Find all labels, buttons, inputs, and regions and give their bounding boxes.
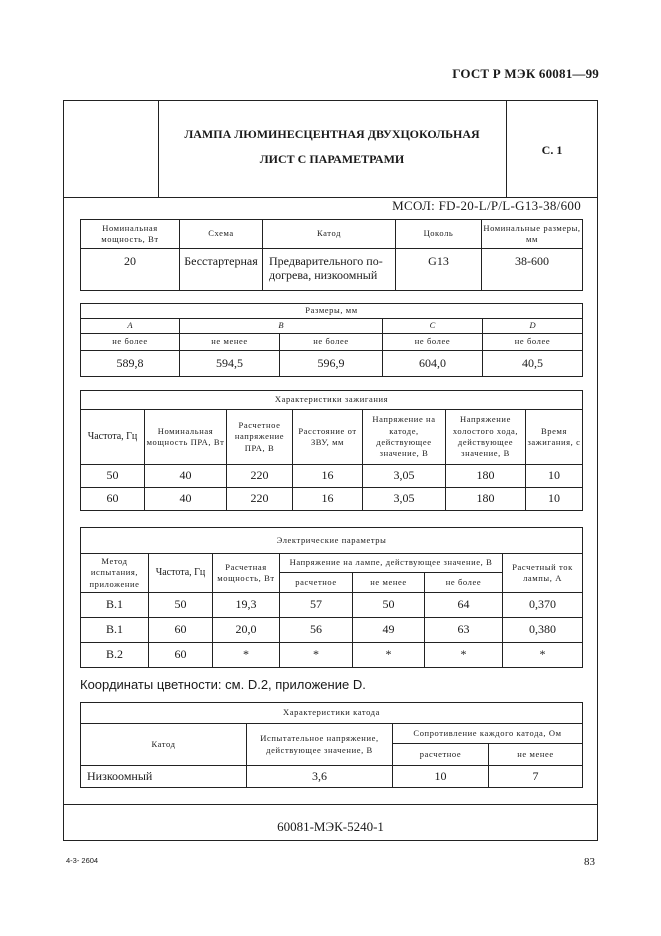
table-row [81,488,583,511]
table-row [81,220,583,249]
cell: 7 [489,766,583,788]
cell: 3,6 [247,766,393,788]
sub-header-cell: не менее [489,744,583,766]
header-cell: Напряжение холостого хода, действующее значение, В [446,410,526,465]
header-cell: Номинальная мощность ПРА, Вт [145,410,227,465]
page-label-cell [507,101,597,197]
cell: 596,9 [280,351,383,377]
cell: 10 [526,488,583,511]
cell: 180 [446,465,526,488]
sub-header-cell: расчетное [393,744,489,766]
electrical-table [80,527,583,668]
table-row [81,351,583,377]
header-cell: Катод [81,724,247,766]
table-row [81,334,583,351]
header-cell: Расчетный ток лампы, А [503,554,583,593]
header-cell: Цоколь [396,220,482,249]
table-row [81,304,583,319]
cell: 57 [280,593,353,618]
cell: 3,05 [363,465,446,488]
limit-cell: не более [280,334,383,351]
limit-cell: не более [483,334,583,351]
header-cell: Схема [180,220,263,249]
sub-header-cell: не менее [353,573,425,593]
sheet-code: 60081-МЭК-5240-1 [277,819,384,834]
sub-header-cell: не более [425,573,503,593]
cell: 20 [81,249,180,291]
table-row [81,593,583,618]
cell: 180 [446,488,526,511]
cell: 50 [353,593,425,618]
cell: B.2 [81,643,149,668]
ignition-table [80,390,583,511]
cell: 604,0 [383,351,483,377]
cell: 19,3 [213,593,280,618]
page-label: С. 1 [541,143,563,157]
cell: 49 [353,618,425,643]
cell: G13 [396,249,482,291]
cell: 220 [227,488,293,511]
cell: 20,0 [213,618,280,643]
cell: 220 [227,465,293,488]
title-line-1: ЛАМПА ЛЮМИНЕСЦЕНТНАЯ ДВУХЦОКОЛЬНАЯ [184,127,480,141]
cell: 40,5 [483,351,583,377]
cell: B.1 [81,593,149,618]
table-row [81,724,583,744]
cell: * [280,643,353,668]
table-row [81,249,583,291]
dimension-b-label: B [180,319,383,334]
cell: 594,5 [180,351,280,377]
cell: 60 [149,643,213,668]
sheet-header [64,101,597,198]
print-code: 4-3- 2604 [66,856,99,865]
cell: 16 [293,488,363,511]
header-cell: Сопротивление каждого катода, Ом [393,724,583,744]
header-cell: Частота, Гц [81,410,145,465]
cell: 63 [425,618,503,643]
header-cell: Катод [263,220,396,249]
title-line-2: ЛИСТ С ПАРАМЕТРАМИ [259,152,405,166]
header-cell: Испытательное напряжение, действующее значение, В [247,724,393,766]
header-cell: Метод испытания, приложение [81,554,149,593]
limit-cell: не более [81,334,180,351]
header-cell: Частота, Гц [149,554,213,593]
table-title: Электрические параметры [81,528,583,554]
cell: 60 [81,488,145,511]
cell: 60 [149,618,213,643]
table-title: Характеристики катода [81,703,583,724]
footer-divider [64,804,597,805]
table-title: Размеры, мм [81,304,583,319]
table-row [81,643,583,668]
cell: 589,8 [81,351,180,377]
header-cell: Номинальные размеры, мм [482,220,583,249]
header-blank-cell [64,101,159,197]
header-cell: Номинальная мощность, Вт [81,220,180,249]
standard-number: ГОСТ Р МЭК 60081—99 [452,66,599,81]
header-cell: Расчетная мощность, Вт [213,554,280,593]
table-row [81,465,583,488]
table-row [81,319,583,334]
cell: B.1 [81,618,149,643]
page-number: 83 [584,856,595,868]
cell: * [213,643,280,668]
cell: 0,380 [503,618,583,643]
cell: Бесстартерная [180,249,263,291]
table-row [81,703,583,724]
lamp-designation: МСОЛ: FD-20-L/P/L-G13-38/600 [392,198,581,213]
dimension-c-label: C [383,319,483,334]
cell: 40 [145,488,227,511]
sub-header-cell: расчетное [280,573,353,593]
cell: 10 [393,766,489,788]
table-row [81,528,583,554]
dimension-d-label: D [483,319,583,334]
general-table [80,219,583,291]
cell: * [503,643,583,668]
table-row [81,391,583,410]
table-row [81,554,583,573]
cell: 40 [145,465,227,488]
cell: Предварительного по-догрева, низкоомный [263,249,396,291]
dimensions-table [80,303,583,377]
cell: 56 [280,618,353,643]
cell: 0,370 [503,593,583,618]
header-cell: Расчетное напряжение ПРА, В [227,410,293,465]
chromaticity-note: Координаты цветности: см. D.2, приложение D. [80,677,366,692]
header-cell: Расстояние от ЗВУ, мм [293,410,363,465]
cell: * [353,643,425,668]
table-row [81,766,583,788]
limit-cell: не более [383,334,483,351]
table-row [81,618,583,643]
sheet-title [158,101,507,197]
header-cell: Время зажигания, с [526,410,583,465]
cell: 50 [81,465,145,488]
cell: 50 [149,593,213,618]
table-row [81,410,583,465]
limit-cell: не менее [180,334,280,351]
cell: 38-600 [482,249,583,291]
cathode-table [80,702,583,788]
cell: Низкоомный [81,766,247,788]
header-cell: Напряжение на катоде, действующее значение, В [363,410,446,465]
cell: 64 [425,593,503,618]
cell: * [425,643,503,668]
cell: 10 [526,465,583,488]
cell: 16 [293,465,363,488]
header-cell: Напряжение на лампе, действующее значение, В [280,554,503,573]
table-title: Характеристики зажигания [81,391,583,410]
dimension-a-label: A [81,319,180,334]
cell: 3,05 [363,488,446,511]
